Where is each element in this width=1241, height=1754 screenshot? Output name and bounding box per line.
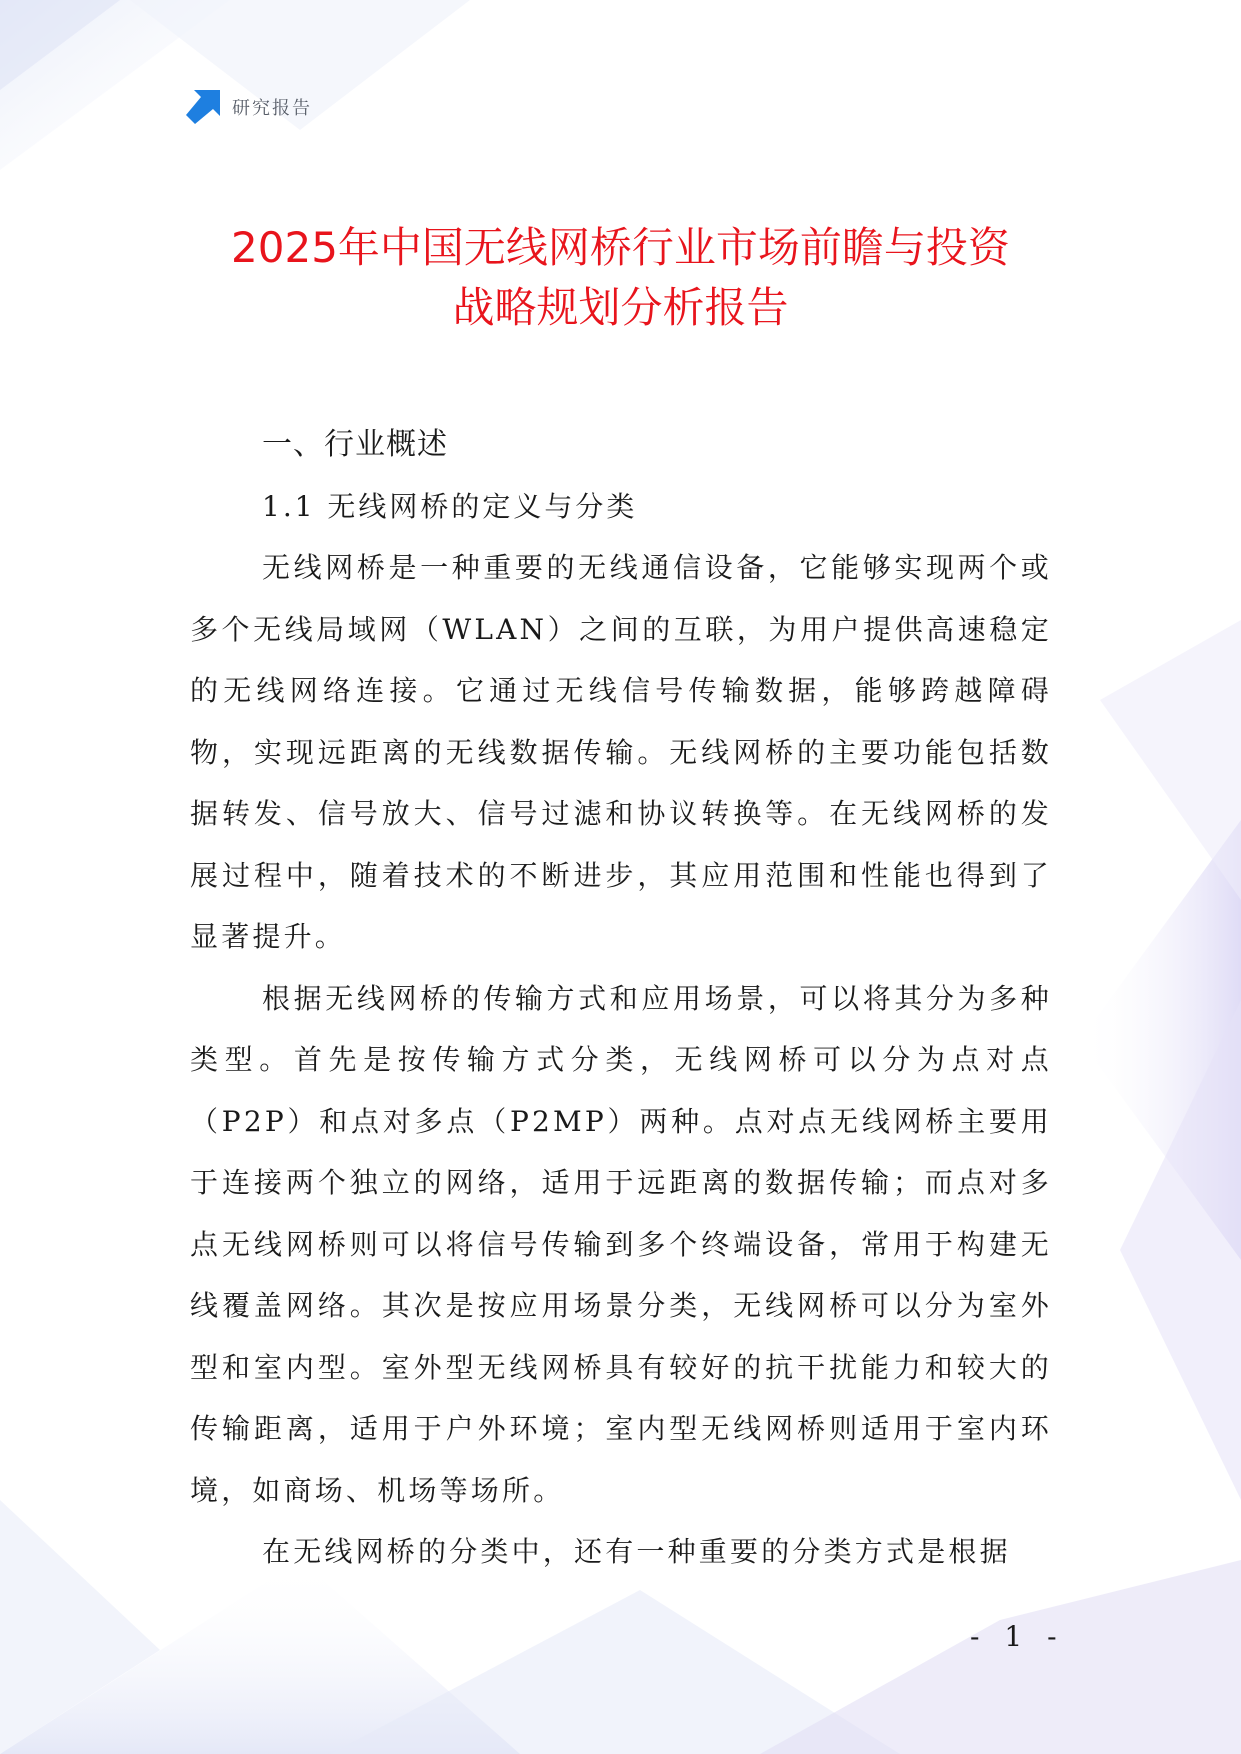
paragraph-2: 根据无线网桥的传输方式和应用场景，可以将其分为多种类型。首先是按传输方式分类，无线网桥可以分为点对点（P2P）和点对多点（P2MP）两种。点对点无线网桥主要用于连接两个独立的网络，适用于远距离的数据传输；而点对多点无线网桥则可以将信号传输到多个终端设备，常用于构建无线覆盖网络。其次是按应用场景分类，无线网桥可以分为室外型和室内型。室外型无线网桥具有较好的抗干扰能力和较大的传输距离，适用于户外环境；室内型无线网桥则适用于室内环境，如商场、机场等场所。 [190,981,1052,1507]
page-number: - 1 - [970,1620,1065,1653]
title-line-2: 战略规划分析报告 [452,283,789,332]
subsection-heading: 1.1 无线网桥的定义与分类 [262,490,638,523]
section-heading: 一、行业概述 [262,427,448,462]
paragraph-3: 在无线网桥的分类中，还有一种重要的分类方式是根据 [262,1535,1011,1568]
report-title [130,218,1111,338]
document-body [190,415,1052,1583]
header-label: 研究报告 [232,98,312,119]
paragraph-1: 无线网桥是一种重要的无线通信设备，它能够实现两个或多个无线局域网（WLAN）之间的互联，为用户提供高速稳定的无线网络连接。它通过无线信号传输数据，能够跨越障碍物，实现远距离的无线数据传输。无线网桥的主要功能包括数据转发、信号放大、信号过滤和协议转换等。在无线网桥的发展过程中，随着技术的不断进步，其应用范围和性能也得到了显著提升。 [190,551,1052,953]
report-header [186,90,312,124]
title-line-1: 2025年中国无线网桥行业市场前瞻与投资 [231,223,1010,272]
arrow-up-right-icon [186,90,220,124]
